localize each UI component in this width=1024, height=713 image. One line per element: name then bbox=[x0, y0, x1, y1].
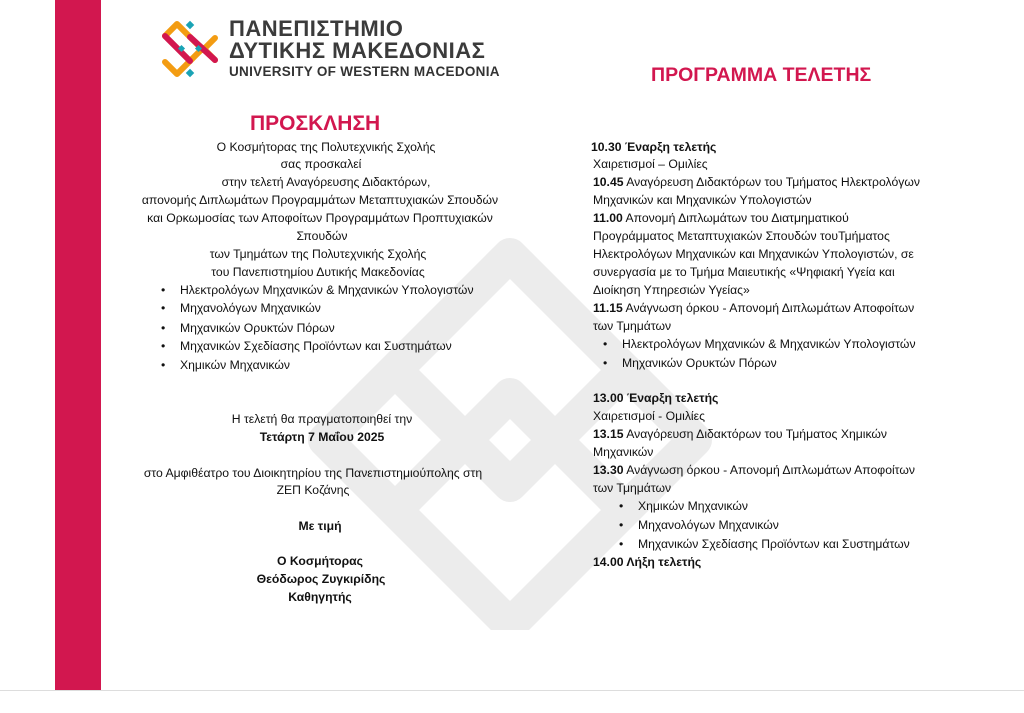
program-bullet: • Μηχανικών Ορυκτών Πόρων bbox=[622, 355, 777, 371]
department-list-item: • Μηχανολόγων Μηχανικών bbox=[180, 300, 321, 316]
event-date: Τετάρτη 7 Μαΐου 2025 bbox=[259, 430, 385, 444]
program-bullet: • Μηχανολόγων Μηχανικών bbox=[638, 517, 779, 533]
signatory-name: Θεόδωρος Ζυγκιρίδης bbox=[256, 572, 386, 586]
program-item: 10.30 Έναρξη τελετής bbox=[591, 140, 717, 154]
logo-mark-icon bbox=[157, 16, 223, 82]
program-time: 13.30 bbox=[593, 463, 624, 477]
program-item bbox=[593, 300, 914, 316]
invitation-title: ΠΡΟΣΚΛΗΣΗ bbox=[250, 112, 381, 135]
invitation-line: απονομής Διπλωμάτων Προγραμμάτων Μεταπτυχιακών Σπουδών bbox=[141, 193, 499, 207]
event-announcement: Η τελετή θα πραγματοποιηθεί την bbox=[231, 412, 413, 426]
program-item: Προγράμματος Μεταπτυχιακών Σπουδών τουΤμήματος bbox=[593, 229, 890, 243]
invitation-line: στην τελετή Αναγόρευσης Διδακτόρων, bbox=[221, 175, 431, 189]
closing-greeting: Με τιμή bbox=[298, 519, 342, 533]
invitation-line: των Τμημάτων της Πολυτεχνικής Σχολής bbox=[209, 247, 427, 261]
university-logo bbox=[157, 16, 507, 82]
invitation-line: και Ορκωμοσίας των Αποφοίτων Προγραμμάτων Προπτυχιακών bbox=[147, 211, 493, 225]
program-text: Ανάγνωση όρκου - Απονομή Διπλωμάτων Αποφοίτων bbox=[622, 301, 915, 315]
signatory-position: Καθηγητής bbox=[288, 590, 352, 604]
signatory-title: Ο Κοσμήτορας bbox=[277, 554, 363, 568]
page-bottom-edge bbox=[0, 690, 1024, 691]
program-item: 13.00 Έναρξη τελετής bbox=[593, 391, 719, 405]
program-item: Διοίκηση Υπηρεσιών Υγείας» bbox=[593, 283, 750, 297]
department-list-item: • Ηλεκτρολόγων Μηχανικών & Μηχανικών Υπολογιστών bbox=[180, 282, 474, 298]
university-name-english: UNIVERSITY OF WESTERN MACEDONIA bbox=[229, 64, 500, 79]
program-item: Ηλεκτρολόγων Μηχανικών και Μηχανικών Υπολογιστών, σε bbox=[593, 247, 914, 261]
program-item: Χαιρετισμοί – Ομιλίες bbox=[593, 157, 708, 171]
program-item: των Τμημάτων bbox=[593, 481, 672, 495]
program-bullet: • Μηχανικών Σχεδίασης Προϊόντων και Συστημάτων bbox=[638, 536, 910, 552]
program-bullet: • Χημικών Μηχανικών bbox=[638, 498, 748, 514]
program-time: 11.00 bbox=[593, 211, 623, 225]
program-item bbox=[593, 462, 915, 478]
university-name-line-1: ΠΑΝΕΠΙΣΤΗΜΙΟ bbox=[229, 16, 404, 41]
program-text: Αναγόρευση Διδακτόρων του Τμήματος Χημικών bbox=[623, 427, 888, 441]
program-item bbox=[593, 426, 887, 442]
invitation-line: Ο Κοσμήτορας της Πολυτεχνικής Σχολής bbox=[216, 140, 436, 154]
event-venue-line-1: στο Αμφιθέατρο του Διοικητηρίου της Πανεπιστημιούπολης στη bbox=[143, 466, 483, 480]
program-item: Χαιρετισμοί - Ομιλίες bbox=[593, 409, 705, 423]
program-time: 10.45 bbox=[593, 175, 624, 189]
program-item: 14.00 Λήξη τελετής bbox=[593, 555, 702, 569]
department-list-item: • Μηχανικών Ορυκτών Πόρων bbox=[180, 320, 335, 336]
invitation-line: του Πανεπιστημίου Δυτικής Μακεδονίας bbox=[211, 265, 425, 279]
program-text: Ανάγνωση όρκου - Απονομή Διπλωμάτων Αποφοίτων bbox=[623, 463, 915, 477]
department-list-item: • Χημικών Μηχανικών bbox=[180, 357, 290, 373]
program-text: Απονομή Διπλωμάτων του Διατμηματικού bbox=[622, 211, 849, 225]
program-item bbox=[593, 174, 920, 190]
event-venue-line-2: ΖΕΠ Κοζάνης bbox=[276, 483, 350, 497]
program-item: των Τμημάτων bbox=[593, 319, 672, 333]
invitation-line: σας προσκαλεί bbox=[280, 157, 362, 171]
department-list-item: • Μηχανικών Σχεδίασης Προϊόντων και Συστημάτων bbox=[180, 338, 452, 354]
program-item: Μηχανικών και Μηχανικών Υπολογιστών bbox=[593, 193, 812, 207]
accent-side-bar bbox=[55, 0, 101, 690]
invitation-line: Σπουδών bbox=[296, 229, 348, 243]
program-item bbox=[593, 210, 849, 226]
program-item: Μηχανικών bbox=[593, 445, 654, 459]
university-name-line-2: ΔΥΤΙΚΗΣ ΜΑΚΕΔΟΝΙΑΣ bbox=[229, 38, 486, 63]
program-item: συνεργασία με το Τμήμα Μαιευτικής «Ψηφιακή Υγεία και bbox=[593, 265, 895, 279]
program-title: ΠΡΟΓΡΑΜΜΑ ΤΕΛΕΤΗΣ bbox=[651, 64, 872, 86]
program-bullet: • Ηλεκτρολόγων Μηχανικών & Μηχανικών Υπολογιστών bbox=[622, 336, 916, 352]
program-time: 13.15 bbox=[593, 427, 624, 441]
program-time: 11.15 bbox=[593, 301, 623, 315]
program-text: Αναγόρευση Διδακτόρων του Τμήματος Ηλεκτρολόγων bbox=[623, 175, 920, 189]
